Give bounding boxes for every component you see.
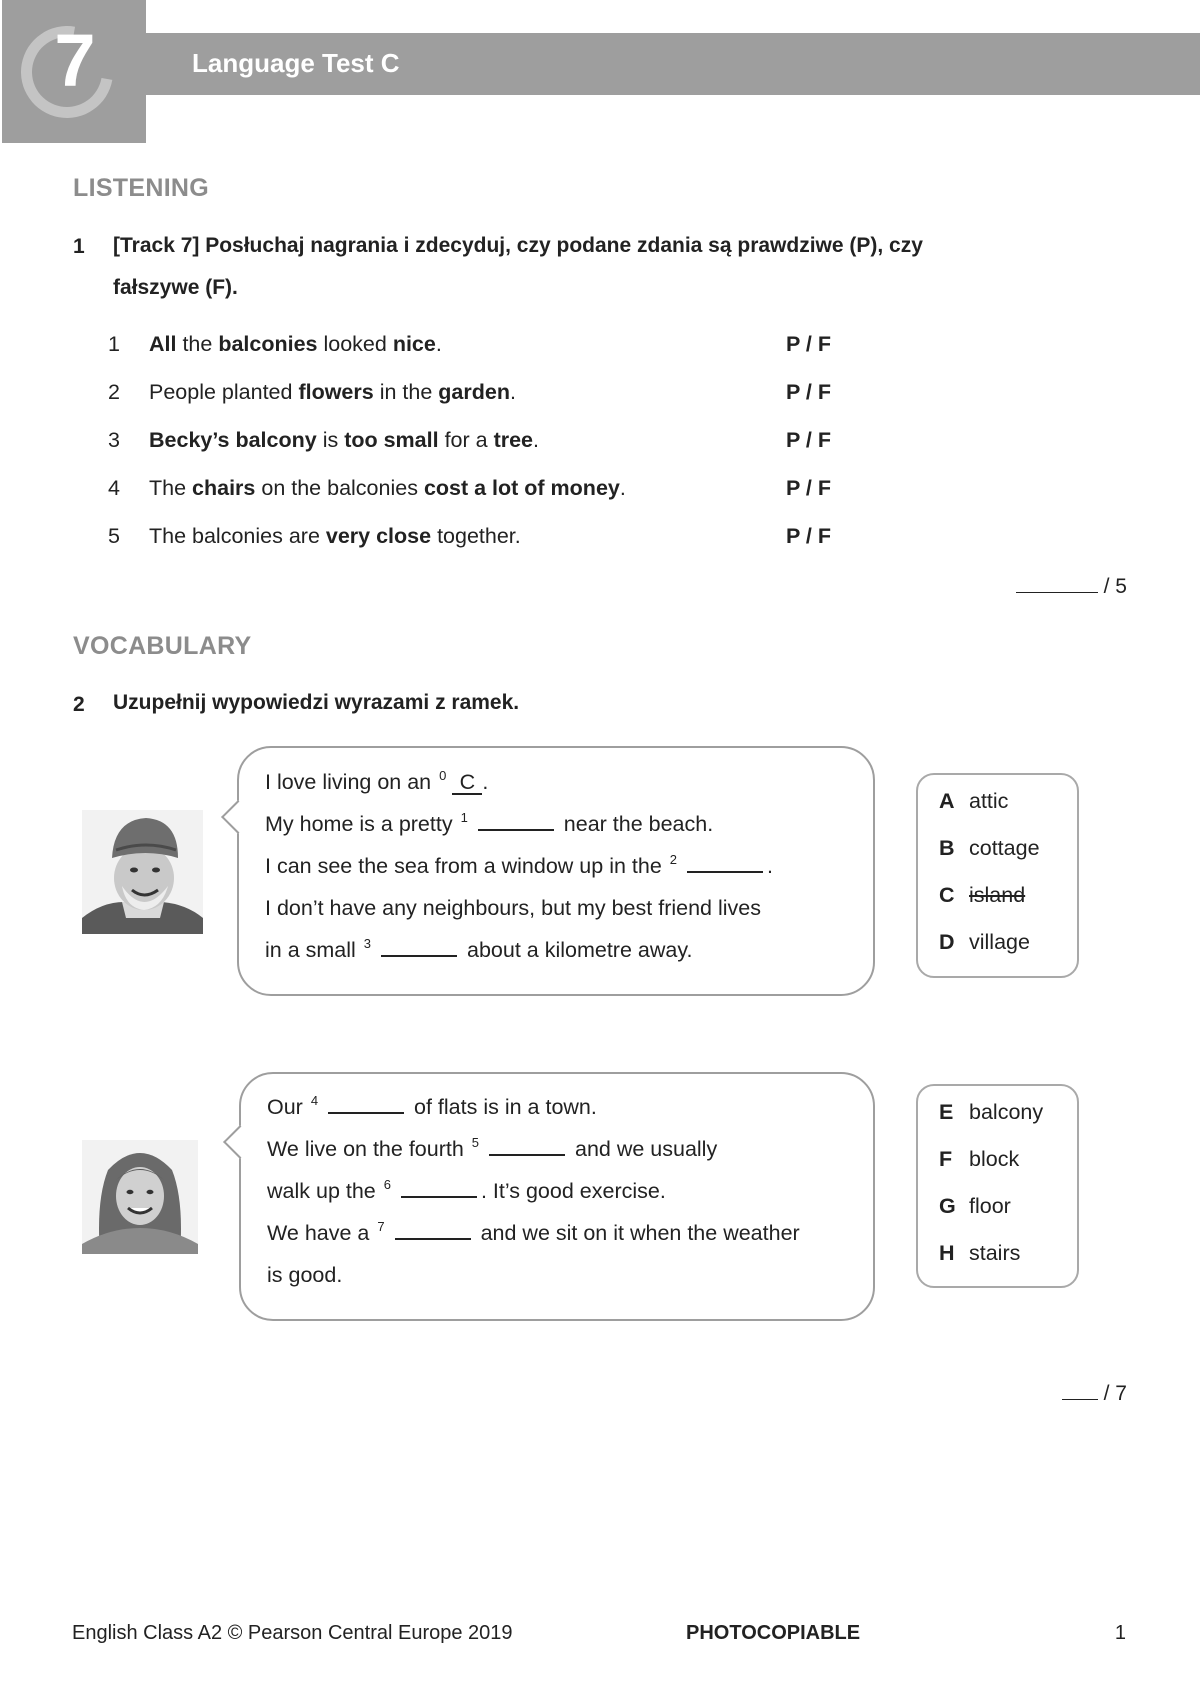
option-word: balcony	[969, 1100, 1044, 1124]
instruction-line: [Track 7] Posłuchaj nagrania i zdecyduj, czy podane zdania są prawdziwe (P), czy	[113, 234, 923, 257]
sentence-fragment: chairs	[192, 476, 256, 500]
true-false-choice[interactable]: P / F	[786, 476, 832, 500]
sentence-fragment: .	[435, 332, 442, 356]
gap-blank-6[interactable]	[401, 1196, 477, 1198]
item-sentence	[149, 428, 539, 453]
bubble1-line2: My home is a pretty $^1$ near the beach.	[265, 810, 714, 836]
option-letter: G	[939, 1194, 956, 1218]
item-sentence	[149, 524, 521, 549]
task-instruction-2: Uzupełnij wypowiedzi wyrazami z ramek.	[113, 691, 520, 714]
sentence-fragment: is	[316, 428, 345, 452]
sentence-fragment: .	[509, 380, 516, 404]
score-total: / 7	[1103, 1382, 1127, 1405]
option-word: block	[969, 1147, 1020, 1171]
sentence-fragment: the	[176, 332, 219, 356]
score-listening	[1016, 575, 1127, 599]
item-sentence	[149, 332, 442, 357]
option-letter: E	[939, 1100, 954, 1124]
gap-blank-4[interactable]	[328, 1112, 404, 1114]
page-title: Language Test C	[192, 48, 400, 78]
sentence-fragment: in the	[373, 380, 439, 404]
sentence-fragment: for a	[438, 428, 494, 452]
title-bar	[146, 33, 1200, 95]
gap-number: 3	[363, 936, 372, 951]
item-number: 2	[108, 380, 120, 404]
sentence-fragment: tree	[493, 428, 534, 452]
item-sentence	[149, 476, 626, 501]
word-option	[939, 789, 1008, 814]
option-word: cottage	[969, 836, 1040, 860]
item-number: 1	[108, 332, 120, 356]
sentence-fragment: All	[149, 332, 177, 356]
sentence-fragment: garden	[438, 380, 510, 404]
gap-number: 6	[383, 1177, 391, 1192]
item-number: 3	[108, 428, 120, 452]
section-title-vocabulary: VOCABULARY	[73, 632, 252, 660]
sentence-fragment: The	[149, 476, 193, 500]
option-word: village	[969, 930, 1030, 954]
option-letter: H	[939, 1241, 955, 1265]
true-false-choice[interactable]: P / F	[786, 524, 832, 548]
word-option	[939, 883, 1025, 908]
bubble1-line1: I love living on an $^0$ C .	[265, 768, 489, 794]
option-letter: A	[939, 789, 955, 813]
option-word: stairs	[969, 1241, 1021, 1265]
section-title-listening: LISTENING	[73, 174, 210, 202]
sentence-fragment: .	[619, 476, 626, 500]
option-word: island	[969, 883, 1026, 907]
word-option	[939, 1100, 1043, 1125]
bubble2-line3: walk up the $^6$ . It’s good exercise.	[267, 1177, 666, 1203]
sentence-fragment: nice	[392, 332, 436, 356]
word-option	[939, 1194, 1011, 1219]
sentence-fragment: on the balconies	[255, 476, 424, 500]
example-answer: C	[452, 771, 482, 795]
sentence-fragment: The balconies are	[149, 524, 326, 548]
item-number: 4	[108, 476, 120, 500]
photo-girl	[82, 1140, 198, 1254]
sentence-fragment: looked	[317, 332, 393, 356]
bubble-tail	[223, 1125, 257, 1159]
speech-bubble-2	[239, 1072, 875, 1321]
sentence-fragment: .	[533, 428, 539, 452]
gap-blank-1[interactable]	[478, 829, 554, 831]
sentence-fragment: Becky’s balcony	[149, 428, 317, 452]
score-blank[interactable]	[1016, 592, 1098, 593]
bubble1-line5: in a small $^3$ about a kilometre away.	[265, 936, 693, 962]
task-number-1: 1	[73, 235, 85, 258]
score-vocabulary	[1062, 1382, 1127, 1406]
word-option	[939, 1241, 1020, 1266]
unit-number-badge	[2, 0, 146, 143]
gap-blank-3[interactable]	[381, 955, 457, 957]
sentence-fragment: cost a lot of money	[423, 476, 620, 500]
options-box-1	[916, 773, 1079, 978]
word-option	[939, 930, 1030, 955]
option-letter: D	[939, 930, 955, 954]
item-number: 5	[108, 524, 120, 548]
bubble2-line5: is good.	[267, 1263, 343, 1287]
options-box-2	[916, 1084, 1079, 1288]
gap-number: 5	[471, 1135, 480, 1150]
gap-number: 0	[439, 768, 447, 783]
footer-photocopiable: PHOTOCOPIABLE	[686, 1622, 861, 1644]
option-letter: C	[939, 883, 955, 907]
gap-blank-2[interactable]	[687, 871, 763, 873]
gap-number: 4	[310, 1093, 319, 1108]
gap-blank-7[interactable]	[395, 1238, 471, 1240]
gap-number: 7	[377, 1219, 385, 1234]
item-sentence	[149, 380, 516, 405]
option-word: floor	[969, 1194, 1011, 1218]
score-blank[interactable]	[1062, 1399, 1098, 1400]
gap-blank-5[interactable]	[489, 1154, 565, 1156]
bubble1-line3: I can see the sea from a window up in the $^2$ .	[265, 852, 773, 878]
option-letter: B	[939, 836, 955, 860]
gap-number: 1	[460, 810, 468, 825]
bubble2-line2: We live on the fourth $^5$ and we usually	[267, 1135, 718, 1161]
bubble-tail	[221, 800, 255, 834]
footer-copyright: English Class A2 © Pearson Central Europe 2019	[72, 1622, 513, 1644]
sentence-fragment: too small	[344, 428, 439, 452]
option-word: attic	[969, 789, 1009, 813]
task-number-2: 2	[73, 693, 85, 716]
word-option	[939, 836, 1040, 861]
gap-number: 2	[669, 852, 678, 867]
unit-number: 7	[54, 19, 96, 102]
speech-bubble-1	[237, 746, 875, 996]
photo-older-man	[82, 810, 203, 934]
true-false-choice[interactable]: P / F	[786, 428, 832, 452]
true-false-choice[interactable]: P / F	[786, 332, 832, 356]
bubble2-line4: We have a $^7$ and we sit on it when the weather	[267, 1219, 800, 1245]
bubble2-line1: Our $^4$ of flats is in a town.	[267, 1093, 597, 1119]
score-total: / 5	[1103, 575, 1127, 598]
sentence-fragment: People planted	[149, 380, 299, 404]
instruction-line: fałszywe (F).	[113, 276, 238, 299]
bubble1-line4: I don’t have any neighbours, but my best friend lives	[265, 896, 761, 920]
word-option	[939, 1147, 1019, 1172]
sentence-fragment: together.	[431, 524, 521, 548]
page-number: 1	[1114, 1622, 1126, 1644]
sentence-fragment: balconies	[218, 332, 318, 356]
true-false-choice[interactable]: P / F	[786, 380, 832, 404]
task-instruction-1	[113, 225, 1113, 309]
option-letter: F	[939, 1147, 953, 1171]
sentence-fragment: flowers	[298, 380, 374, 404]
sentence-fragment: very close	[325, 524, 432, 548]
